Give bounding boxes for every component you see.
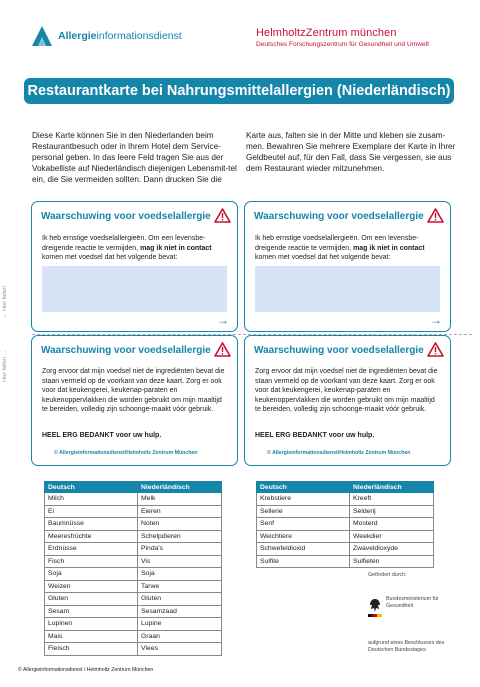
table-row (45, 630, 222, 643)
card-text: Zorg ervoor dat mijn voedsel niet de ingrediënten bevat die staan vermeld op de voorkant van deze kaart. Zorg er ook voor dat keukengerei, keukenap-paraten en keukenoppervlakken die worden gebruikt om mijn maaltijd te bereiden, volledig zijn schoonge-maakt vóór gebruik. (42, 368, 225, 414)
card-title: Waarschuwing voor voedselallergie (254, 345, 424, 356)
card-thanks: HEEL ERG BEDANKT voor uw hulp. (42, 432, 162, 439)
table-row (257, 518, 434, 531)
column-header-german: Deutsch (45, 482, 138, 493)
card-text: Ik heb ernstige voedselallergieën. Om een levensbe-dreigende reactie te vermijden, mag ik niet in contact komen met voedsel dat het volgende bevat: (255, 235, 425, 262)
helmholtz-logo (256, 27, 429, 48)
table-row (45, 618, 222, 631)
cell-german: Baumnüsse (45, 518, 138, 531)
allergie-logo-text: Allergieinformationsdienst (58, 30, 182, 42)
card-front-left (31, 201, 238, 332)
cell-german: Soja (45, 568, 138, 581)
column-header-german: Deutsch (257, 482, 350, 493)
cell-dutch: Vis (138, 555, 222, 568)
arrow-right-icon: → (430, 313, 442, 327)
cell-dutch: Selderij (350, 505, 434, 518)
cell-german: Sesam (45, 605, 138, 618)
card-thanks: HEEL ERG BEDANKT voor uw hulp. (255, 432, 375, 439)
cell-dutch: Zwaveldioxyde (350, 543, 434, 556)
warning-icon (427, 208, 444, 223)
cell-german: Krebstiere (257, 493, 350, 506)
cell-dutch: Sulfieten (350, 555, 434, 568)
cell-dutch: Schelpdieren (138, 530, 222, 543)
warning-icon (427, 342, 444, 357)
table-row (45, 568, 222, 581)
page-title: Restaurantkarte bei Nahrungsmittelallergien (Niederländisch) (24, 78, 454, 104)
table-row (45, 605, 222, 618)
intro-right: Karte aus, falten sie in der Mitte und kleben sie zusam-men. Bewahren Sie mehrere Exemplare der Karte in Ihrer Geldbeutel auf, für den Fall, dass Sie vergessen, sie aus dem Restaurant wieder mitzunehmen. (246, 131, 456, 173)
helmholtz-subtitle: Deutsches Forschungszentrum für Gesundheit und Umwelt (256, 41, 429, 48)
table-row (45, 493, 222, 506)
fold-label-top: ← Hier falten (2, 285, 8, 318)
allergen-fill-box[interactable] (42, 266, 227, 312)
cell-dutch: Sesamzaad (138, 605, 222, 618)
cell-dutch: Soja (138, 568, 222, 581)
cell-german: Gluten (45, 593, 138, 606)
table-row (45, 518, 222, 531)
card-back-right (244, 335, 451, 466)
table-row (45, 593, 222, 606)
card-title: Waarschuwing voor voedselallergie (254, 211, 424, 222)
warning-icon (214, 342, 231, 357)
card-title: Waarschuwing voor voedselallergie (41, 345, 211, 356)
cell-dutch: Tarwe (138, 580, 222, 593)
fold-label-bottom: Hier falten → (2, 349, 8, 382)
cell-dutch: Weekdier (350, 530, 434, 543)
cell-german: Senf (257, 518, 350, 531)
cell-german: Sulfite (257, 555, 350, 568)
arrow-right-icon: → (217, 313, 229, 327)
table-row (257, 555, 434, 568)
cell-dutch: Melk (138, 493, 222, 506)
intro-left: Diese Karte können Sie in den Niederlanden beim Restaurantbesuch oder in Ihrem Hotel dem Service-personal geben. In das leere Feld tragen Sie aus der Vokabelliste auf Niederländisch diejenigen Lebensmit-tel ein, die Sie vermeiden sollten. Dann drucken Sie die (32, 131, 237, 184)
table-row (45, 643, 222, 656)
table-row (45, 555, 222, 568)
cell-dutch: Vlees (138, 643, 222, 656)
table-row (257, 543, 434, 556)
cell-german: Weichtiere (257, 530, 350, 543)
cell-german: Mais (45, 630, 138, 643)
card-front-right (244, 201, 451, 332)
table-row (257, 493, 434, 506)
cell-german: Sellerie (257, 505, 350, 518)
ministry-name: Bundesministerium für Gesundheit (386, 596, 439, 609)
card-text: Ik heb ernstige voedselallergieën. Om een levensbe-dreigende reactie te vermijden, mag ik niet in contact komen met voedsel dat het volgende bevat: (42, 235, 212, 262)
allergie-logo-icon (30, 24, 54, 48)
cell-german: Erdnüsse (45, 543, 138, 556)
cell-dutch: Graan (138, 630, 222, 643)
cell-dutch: Mosterd (350, 518, 434, 531)
column-header-dutch: Niederländisch (138, 482, 222, 493)
table-row (45, 530, 222, 543)
cell-dutch: Lupine (138, 618, 222, 631)
table-row (257, 505, 434, 518)
card-copyright: © Allergieinformationsdienst/Helmholtz Zentrum München (54, 450, 198, 456)
table-row (45, 580, 222, 593)
warning-icon (214, 208, 231, 223)
cell-dutch: Gluten (138, 593, 222, 606)
cell-german: Meeresfrüchte (45, 530, 138, 543)
funding-label: Gefördert durch: (368, 572, 407, 578)
card-text: Zorg ervoor dat mijn voedsel niet de ingrediënten bevat die staan vermeld op de voorkant van deze kaart. Zorg er ook voor dat keukengerei, keukenap-paraten en keukenoppervlakken die worden gebruikt om mijn maaltijd te bereiden, volledig zijn schoonge-maakt vóór gebruik. (255, 368, 438, 414)
vocab-table-left (44, 481, 222, 656)
ministry-logo (368, 596, 448, 618)
table-row (45, 505, 222, 518)
vocab-table-right (256, 481, 434, 568)
cell-german: Lupinen (45, 618, 138, 631)
column-header-dutch: Niederländisch (350, 482, 434, 493)
card-back-left (31, 335, 238, 466)
cell-german: Weizen (45, 580, 138, 593)
federal-eagle-icon (368, 596, 382, 618)
card-copyright: © Allergieinformationsdienst/Helmholtz Zentrum München (267, 450, 411, 456)
funding-note: aufgrund eines Beschlusses des Deutschen Bundestages (368, 640, 445, 653)
table-row (257, 530, 434, 543)
cell-dutch: Noten (138, 518, 222, 531)
cell-german: Milch (45, 493, 138, 506)
card-title: Waarschuwing voor voedselallergie (41, 211, 211, 222)
cell-german: Fisch (45, 555, 138, 568)
cell-german: Schwefeldioxid (257, 543, 350, 556)
cell-german: Ei (45, 505, 138, 518)
cell-dutch: Eieren (138, 505, 222, 518)
footer-copyright: © Allergieinformationsdienst / Helmholtz Zentrum München (18, 667, 154, 673)
cell-dutch: Pinda's (138, 543, 222, 556)
cell-dutch: Kreeft (350, 493, 434, 506)
helmholtz-title: HelmholtzZentrum münchen (256, 27, 397, 39)
allergie-logo (30, 24, 182, 48)
table-row (45, 543, 222, 556)
funding-block (368, 572, 448, 654)
cell-german: Fleisch (45, 643, 138, 656)
allergen-fill-box[interactable] (255, 266, 440, 312)
